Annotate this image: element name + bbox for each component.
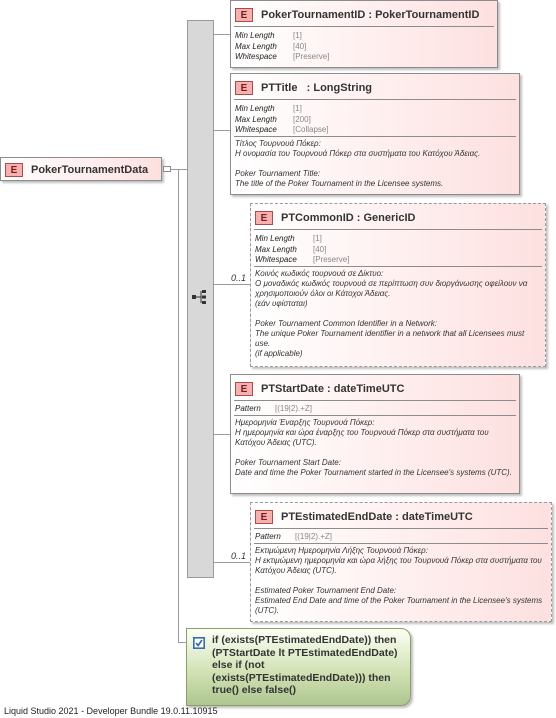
child-connector-line <box>214 130 230 131</box>
doc-english: Poker Tournament Start Date: Date and time the Poker Tournament started in the Licensee's systems (UTC). <box>235 458 512 477</box>
element-title: PTEstimatedEndDate : dateTimeUTC <box>281 511 473 523</box>
checkbox-icon <box>193 637 205 649</box>
facet-value: [1] <box>293 31 302 40</box>
collapse-connector[interactable] <box>163 166 171 172</box>
facets <box>235 31 329 63</box>
footer-credit: Liquid Studio 2021 - Developer Bundle 19.0.11.10915 <box>4 706 218 716</box>
facet-value: [200] <box>293 114 311 124</box>
element-pt-common-id[interactable] <box>250 203 546 367</box>
doc-greek: Κοινός κωδικός τουρνουά σε Δίκτυο: Ο μοναδικός κωδικός τουρνουά σε περίπτωση συν διοργάνωσης οφείλουν να χρησιμοποιούν όλοι οι Κάτοχοι Άδειας. (εάν υφίσταται) <box>255 269 528 308</box>
element-icon: E <box>255 510 273 524</box>
sequence-icon <box>192 290 210 304</box>
doc-greek: Εκτιμώμενη Ημερομηνία Λήξης Τουρνουά Πόκερ: Η εκτιμώμενη ημερομηνία και ώρα λήξης του Τουρνουά Πόκερ στα συστήματα του Κατόχου Άδειας (UTC). <box>255 546 542 575</box>
facet-name: Min Length <box>235 104 275 113</box>
doc-greek: Ημερομηνία Έναρξης Τουρνουά Πόκερ: Η ημερομηνία και ώρα έναρξης του Τουρνουά Πόκερ στα συστήματα του Κατόχου Άδειας (UTC). <box>235 418 489 447</box>
child-connector-line <box>214 562 250 563</box>
element-icon: E <box>235 81 253 95</box>
element-title: PTTitle : LongString <box>261 82 373 94</box>
element-poker-tournament-id[interactable] <box>230 0 498 68</box>
facet-value: [(19|2).+Z] <box>295 532 332 541</box>
element-icon: E <box>255 211 273 225</box>
divider <box>254 266 542 267</box>
element-pt-estimated-end-date[interactable] <box>250 502 552 622</box>
facet-name: Pattern <box>235 404 261 413</box>
occurrence-label: 0..1 <box>231 273 247 283</box>
facets <box>255 234 349 266</box>
documentation <box>255 546 547 616</box>
facet-name: Max Length <box>255 244 297 254</box>
documentation <box>235 139 515 189</box>
element-pt-start-date[interactable] <box>230 374 520 494</box>
element-icon: E <box>5 163 23 177</box>
documentation <box>235 418 515 478</box>
facet-name: Max Length <box>235 41 277 51</box>
root-connector-line <box>171 169 187 170</box>
facet-value: [(19|2).+Z] <box>275 404 312 413</box>
root-element-title: PokerTournamentData <box>31 164 149 176</box>
facet-name: Pattern <box>255 532 281 541</box>
element-title: PTCommonID : GenericID <box>281 212 416 224</box>
doc-english: Estimated Poker Tournament End Date: Estimated End Date and time of the Poker Tournament in the Licensee's systems (UTC). <box>255 586 543 615</box>
facets <box>235 104 329 136</box>
element-pt-title[interactable] <box>230 73 520 195</box>
assertion-expression: if (exists(PTEstimatedEndDate)) then (PTStartDate lt PTEstimatedEndDate) else if (not (exists(PTEstimatedEndDate))) then true() else false() <box>212 634 398 696</box>
child-connector-line <box>214 284 250 285</box>
doc-english: Poker Tournament Title: The title of the Poker Tournament in the Licensee systems. <box>235 169 444 188</box>
element-title: PokerTournamentID : PokerTournamentID <box>261 9 480 21</box>
facet-name: Whitespace <box>235 52 277 61</box>
assertion-box[interactable] <box>186 628 411 706</box>
facets <box>235 404 312 415</box>
element-icon: E <box>235 8 253 22</box>
facet-name: Whitespace <box>255 255 297 264</box>
element-icon: E <box>235 382 253 396</box>
child-connector-line <box>214 434 230 435</box>
facet-name: Min Length <box>255 234 295 243</box>
facet-value: [1] <box>293 104 302 113</box>
divider <box>234 26 494 27</box>
divider <box>254 528 548 529</box>
facet-value: [Preserve] <box>313 255 350 264</box>
facet-value: [Collapse] <box>293 125 329 134</box>
facet-name: Min Length <box>235 31 275 40</box>
facets <box>255 532 332 543</box>
facet-value: [40] <box>293 41 307 51</box>
divider <box>234 415 516 416</box>
doc-english: Poker Tournament Common Identifier in a Network: The unique Poker Tournament identifier in a network that all Licensees must use. (if applicable) <box>255 319 525 358</box>
divider <box>254 229 542 230</box>
documentation <box>255 269 541 359</box>
divider <box>254 543 548 544</box>
divider <box>234 99 516 100</box>
facet-name: Max Length <box>235 114 277 124</box>
divider <box>234 400 516 401</box>
sequence-spine-line <box>178 169 179 643</box>
facet-value: [40] <box>313 244 327 254</box>
doc-greek: Τίτλος Τουρνουά Πόκερ: Η ονομασία του Τουρνουά Πόκερ στα συστήματα του Κατόχου Άδειας. <box>235 139 481 158</box>
element-title: PTStartDate : dateTimeUTC <box>261 383 405 395</box>
divider <box>234 136 516 137</box>
facet-name: Whitespace <box>235 125 277 134</box>
facet-value: [Preserve] <box>293 52 330 61</box>
facet-value: [1] <box>313 234 322 243</box>
root-element-poker-tournament-data[interactable] <box>0 157 162 181</box>
child-connector-line <box>214 34 230 35</box>
occurrence-label: 0..1 <box>231 551 247 561</box>
